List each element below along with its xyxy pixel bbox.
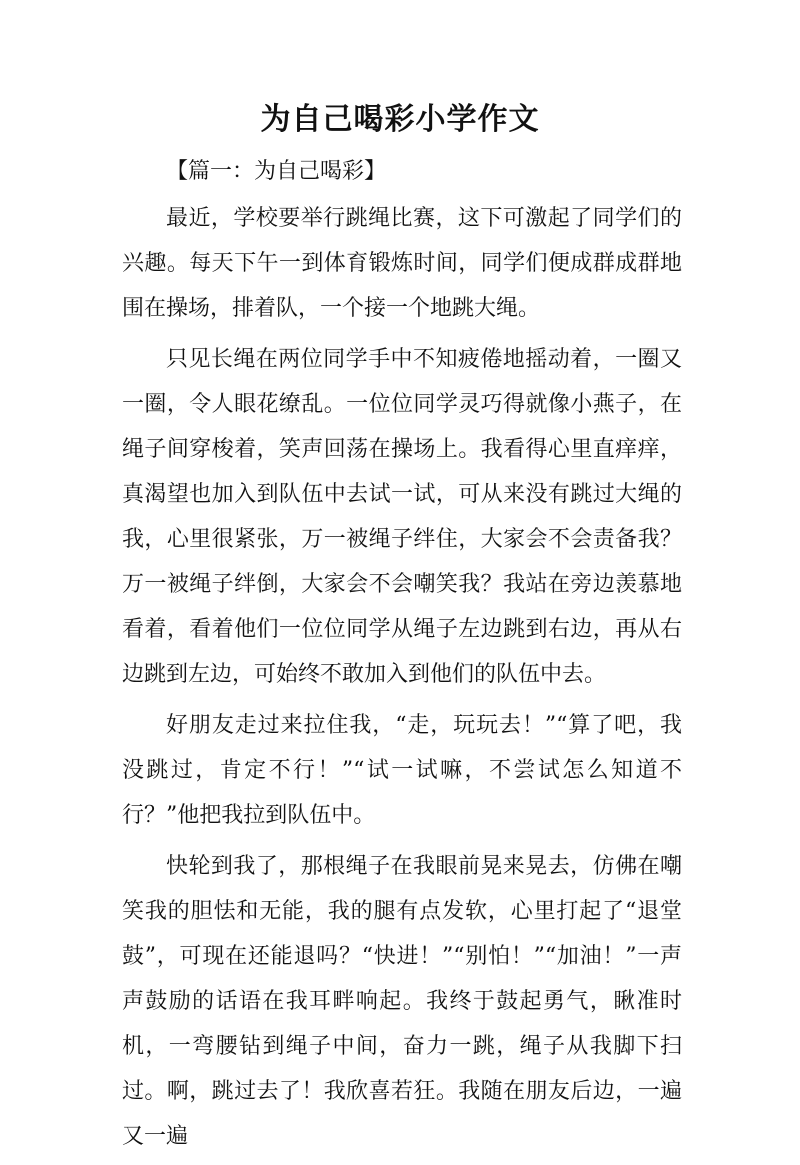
document-title: 为自己喝彩小学作文 xyxy=(260,102,540,137)
document-body xyxy=(122,150,682,1165)
paragraph-2: 只见长绳在两位同学手中不知疲倦地摇动着，一圈又一圈，令人眼花缭乱。一位位同学灵巧得就像小燕子，在绳子间穿梭着，笑声回荡在操场上。我看得心里直痒痒，真渴望也加入到队伍中去试一试，可从来没有跳过大绳的我，心里很紧张，万一被绳子绊住，大家会不会责备我？万一被绳子绊倒，大家会不会嘲笑我？我站在旁边羡慕地看着，看着他们一位位同学从绳子左边跳到右边，再从右边跳到左边，可始终不敢加入到他们的队伍中去。 xyxy=(122,347,682,687)
paragraph-3: 好朋友走过来拉住我，“走，玩玩去！”“算了吧，我没跳过，肯定不行！”“试一试嘛，不尝试怎么知道不行？”他把我拉到队伍中。 xyxy=(122,713,682,828)
section-heading: 【篇一：为自己喝彩】 xyxy=(166,159,387,184)
paragraph-4: 快轮到我了，那根绳子在我眼前晃来晃去，仿佛在嘲笑我的胆怯和无能，我的腿有点发软，心里打起了“退堂鼓”，可现在还能退吗？“快进！”“别怕！”“加油！”一声声鼓励的话语在我耳畔响起。我终于鼓起勇气，瞅准时机，一弯腰钻到绳子中间，奋力一跳，绳子从我脚下扫过。啊，跳过去了！我欣喜若狂。我随在朋友后边，一遍又一遍 xyxy=(122,854,682,1149)
paragraph-1: 最近，学校要举行跳绳比赛，这下可激起了同学们的兴趣。每天下午一到体育锻炼时间，同学们便成群成群地围在操场，排着队，一个接一个地跳大绳。 xyxy=(122,206,682,321)
